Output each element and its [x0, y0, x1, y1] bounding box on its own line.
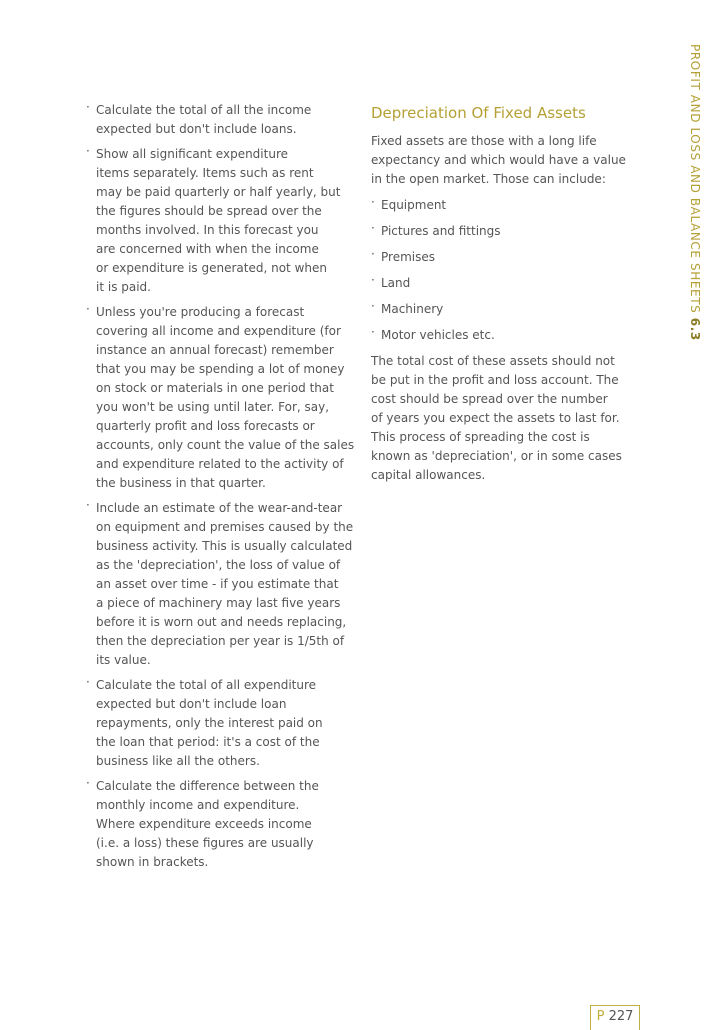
bullet-dot-icon: ·: [86, 144, 90, 158]
text-line: be put in the profit and loss account. The: [371, 373, 619, 387]
text-line: Calculate the difference between the: [96, 779, 319, 793]
text-line: you won't be using until later. For, say,: [96, 400, 330, 414]
text-line: the figures should be spread over the: [96, 204, 322, 218]
text-line: are concerned with when the income: [96, 242, 319, 256]
text-line: Show all significant expenditure: [96, 147, 288, 161]
text-line: instance an annual forecast) remember: [96, 343, 334, 357]
asset-label: Motor vehicles etc.: [381, 328, 495, 342]
asset-list: [371, 196, 633, 345]
asset-label: Machinery: [381, 302, 444, 316]
text-line: and expenditure related to the activity of: [96, 457, 344, 471]
text-line: monthly income and expenditure.: [96, 798, 300, 812]
bullet-dot-icon: ·: [371, 273, 375, 287]
bullet-dot-icon: ·: [86, 100, 90, 114]
text-line: Fixed assets are those with a long life: [371, 134, 597, 148]
text-line: (i.e. a loss) these figures are usually: [96, 836, 314, 850]
text-line: Unless you're producing a forecast: [96, 305, 305, 319]
text-line: Calculate the total of all the income: [96, 103, 312, 117]
text-line: This process of spreading the cost is: [371, 430, 590, 444]
asset-list-item: [371, 326, 633, 345]
asset-list-item: [371, 222, 633, 241]
left-column: [86, 101, 356, 878]
text-line: its value.: [96, 653, 151, 667]
text-line: that you may be spending a lot of money: [96, 362, 345, 376]
text-line: Calculate the total of all expenditure: [96, 678, 317, 692]
asset-list-item: [371, 196, 633, 215]
section-header: [688, 44, 702, 341]
text-line: capital allowances.: [371, 468, 486, 482]
asset-label: Pictures and fittings: [381, 224, 501, 238]
text-line: may be paid quarterly or half yearly, but: [96, 185, 341, 199]
text-line: known as 'depreciation', or in some cases: [371, 449, 622, 463]
page-number-box: [590, 1005, 640, 1030]
text-line: the business in that quarter.: [96, 476, 266, 490]
bullet-dot-icon: ·: [86, 498, 90, 512]
text-line: an asset over time - if you estimate that: [96, 577, 339, 591]
text-line: quarterly profit and loss forecasts or: [96, 419, 315, 433]
text-line: or expenditure is generated, not when: [96, 261, 327, 275]
text-line: expectancy and which would have a value: [371, 153, 626, 167]
text-line: it is paid.: [96, 280, 151, 294]
text-line: on stock or materials in one period that: [96, 381, 334, 395]
bullet-dot-icon: ·: [371, 247, 375, 261]
text-line: business like all the others.: [96, 754, 260, 768]
asset-label: Equipment: [381, 198, 447, 212]
text-line: the loan that period: it's a cost of the: [96, 735, 320, 749]
bullet-dot-icon: ·: [86, 776, 90, 790]
asset-list-item: [371, 300, 633, 319]
bullet-dot-icon: ·: [371, 325, 375, 339]
text-line: expected but don't include loan: [96, 697, 287, 711]
page-number: 227: [608, 1009, 634, 1024]
section-title: PROFIT AND LOSS AND BALANCE SHEETS: [688, 44, 702, 314]
text-line: repayments, only the interest paid on: [96, 716, 323, 730]
bullet-item: [86, 777, 356, 872]
text-line: cost should be spread over the number: [371, 392, 608, 406]
section-number: 6.3: [688, 317, 702, 341]
text-line: shown in brackets.: [96, 855, 209, 869]
asset-label: Land: [381, 276, 411, 290]
bullet-dot-icon: ·: [86, 675, 90, 689]
asset-list-item: [371, 274, 633, 293]
text-line: items separately. Items such as rent: [96, 166, 314, 180]
text-line: expected but don't include loans.: [96, 122, 297, 136]
closing-paragraph: [371, 352, 633, 485]
section-heading: Depreciation Of Fixed Assets: [371, 104, 586, 122]
text-line: in the open market. Those can include:: [371, 172, 606, 186]
text-line: Include an estimate of the wear-and-tear: [96, 501, 343, 515]
text-line: as the 'depreciation', the loss of value of: [96, 558, 341, 572]
text-line: a piece of machinery may last five years: [96, 596, 341, 610]
bullet-item: [86, 676, 356, 771]
text-line: covering all income and expenditure (for: [96, 324, 341, 338]
page-prefix: P: [596, 1009, 605, 1024]
text-line: months involved. In this forecast you: [96, 223, 319, 237]
bullet-item: [86, 101, 356, 139]
right-column: [371, 101, 633, 492]
bullet-dot-icon: ·: [371, 221, 375, 235]
intro-paragraph: [371, 132, 633, 189]
bullet-dot-icon: ·: [371, 195, 375, 209]
bullet-item: [86, 499, 356, 670]
bullet-dot-icon: ·: [371, 299, 375, 313]
bullet-dot-icon: ·: [86, 302, 90, 316]
asset-label: Premises: [381, 250, 435, 264]
text-line: then the depreciation per year is 1/5th of: [96, 634, 345, 648]
text-line: business activity. This is usually calculated: [96, 539, 353, 553]
text-line: accounts, only count the value of the sales: [96, 438, 355, 452]
asset-list-item: [371, 248, 633, 267]
bullet-item: [86, 145, 356, 297]
text-line: of years you expect the assets to last for.: [371, 411, 620, 425]
text-line: The total cost of these assets should not: [371, 354, 615, 368]
text-line: before it is worn out and needs replacing,: [96, 615, 347, 629]
text-line: on equipment and premises caused by the: [96, 520, 354, 534]
text-line: Where expenditure exceeds income: [96, 817, 312, 831]
bullet-item: [86, 303, 356, 493]
